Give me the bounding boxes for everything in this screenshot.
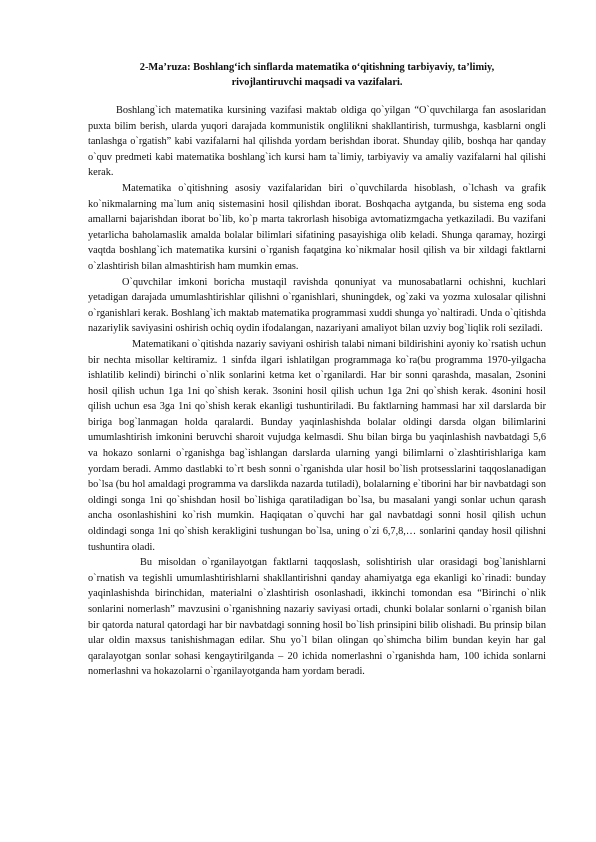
paragraph-3: O`quvchilar imkoni boricha mustaqil ravishda qonuniyat va munosabatlarni ochishni, kuchlari yetadigan darajada umumlashtirishlar qilishni o`rganishlari, shuningdek, og`zaki va yozma xulosalar qilishni o`rganishlari kerak. Boshlang`ich maktab matematika programmasi xuddi shunga yo`naltiradi. Unda o`qitishda nazariylik saviyasini oshirish ochiq oydin ifodalangan, nazariyani amaliyot bilan uzviy bog`liqlik roli seziladi. — [88, 276, 546, 335]
paragraph-4: Matematikani o`qitishda nazariy saviyani oshirish talabi nimani bildirishini ayoniy ko`rsatish uchun bir nechta misollar keltiramiz. 1 sinfda ilgari ishlatilgan programmaga ko`ra(bu programma 1970-yilgacha ishlatilib kelindi) birinchi o`nlik sonlarini ketma ket o`rganilardi. Har bir sonni qarashda, masalan, 2sonini hosil qilish uchun 1ga 1ni qo`shish kerak. 3sonini hosil qilish uchun 1ga 2ni qo`shish kerak. 4sonini hosil qilish uchun esa 3ga 1ni qo`shish kerak ekanligi tushuntiriladi. Bu faktlarning hammasi har xil darslarda bir biriga bog`lanmagan holda qaralardi. Bunday yaqinlashishda bolalar oldingi darsda olgan bilimlarini umumlashtirish imkonini beruvchi sharoit vujudga kelmasdi. Shu bilan birga bu yaqinlashish navbatdagi 5,6 va hokazo sonlarni o`rganishga bag`ishlangan darslarda ularning yangi bilimlarni o`zlashtirishlariga kam yordam beradi. Ammo dastlabki to`rt besh sonni o`rganishda ular hosil bo`lish protsesslarini taqqoslanadigan bo`lsa (bu hol amaldagi programma va darslikda nazarda tutiladi), bolalarning e`tiborini har bir navbatdagi son oldingi songa 1ni qo`shishdan hosil bo`lishiga qaratiladigan bo`lsa, bu masalani yangi sonlar uchun qarash ancha osonlashishini ko`rish mumkin. Haqiqatan o`quvchi har gal navbatdagi sonni hosil qilish uchun oldindagi songa 1ni qo`shish kerakligini tushungan bo`lsa, uning o`zi 6,7,8,… sonlarini qanday hosil qilishni tushuntira oladi. — [88, 338, 546, 553]
paragraph-2: Matematika o`qitishning asosiy vazifalaridan biri o`quvchilarda hisoblash, o`lchash va grafik ko`nikmalarning ma`lum aniq sistemasini hosil qilishdan iborat. Boshqacha aytganda, bu sistema eng soda amallarni bajarishdan iborat bo`lib, ko`p marta takrorlash hisobiga avtomatizmgacha yetkaziladi. Bu vazifani yetarlicha baholamaslik amalda bolalar bilimlari sifatining pasayishiga olib keladi. Shunga qaramay, hozirgi vaqtda boshlang`ich matematika kursini o`rganish faqatgina ko`nikmalar hosil qilish va bir xildagi faktlarni o`zlashtirish bilan almashtirish ham mumkin emas. — [88, 182, 546, 272]
document-title: 2-Ma’ruza: Boshlang‘ich sinflarda matematika o‘qitishning tarbiyaviy, ta’limiy, rivojlantiruvchi maqsadi va vazifalari. — [139, 62, 495, 88]
paragraph-1: Boshlang`ich matematika kursining vazifasi maktab oldiga qo`yilgan “O`quvchilarga fan asoslaridan puxta bilim berish, ularda yuqori darajada kommunistik onglilikni shakllantirish, turmushga, kasblarni ongli tanlashga o`rgatish” kabi vazifalarni hal qilishda yordam berishdan iborat. Shunday qilib, boshqa har qanday o`quv predmeti kabi matematika boshlang`ich kursi ham ta`limiy, tarbiyaviy va amaliy vazifalarni hal qilishi kerak. — [88, 105, 546, 179]
paragraph-5: Bu misoldan o`rganilayotgan faktlarni taqqoslash, solishtirish ular orasidagi bog`lanishlarni o`rnatish va tegishli umumlashtirishlarni shakllantirishni qanday ahamiyatga ega ekanligi ko`rinadi: bunday yaqinlashishda birinchidan, materialni o`zlashtirish osonlashadi, ikkinchi tomondan esa “Birinchi o`nlik sonlarini nomerlash” mavzusini o`rganishning nazariy saviyasi ortadi, chunki bolalar sonlarni o`rganish bilan bir qatorda natural qatordagi har bir navbatdagi sonning hosil bo`lish prinsipini bilib olishadi. Bu prinsip bilan ular oldin maxsus tanishishmagan edilar. Shu yo`l bilan olingan qo`shimcha bilim bundan keyin har gal qaralayotgan sonlar sohasi kengaytirilganda – 20 ichida nomerlashni o`rganishda ham, 100 ichida sonlarni nomerlashni va hokazolarni o`rganilayotganda ham yordam beradi. — [88, 557, 546, 678]
document-page — [88, 60, 546, 680]
